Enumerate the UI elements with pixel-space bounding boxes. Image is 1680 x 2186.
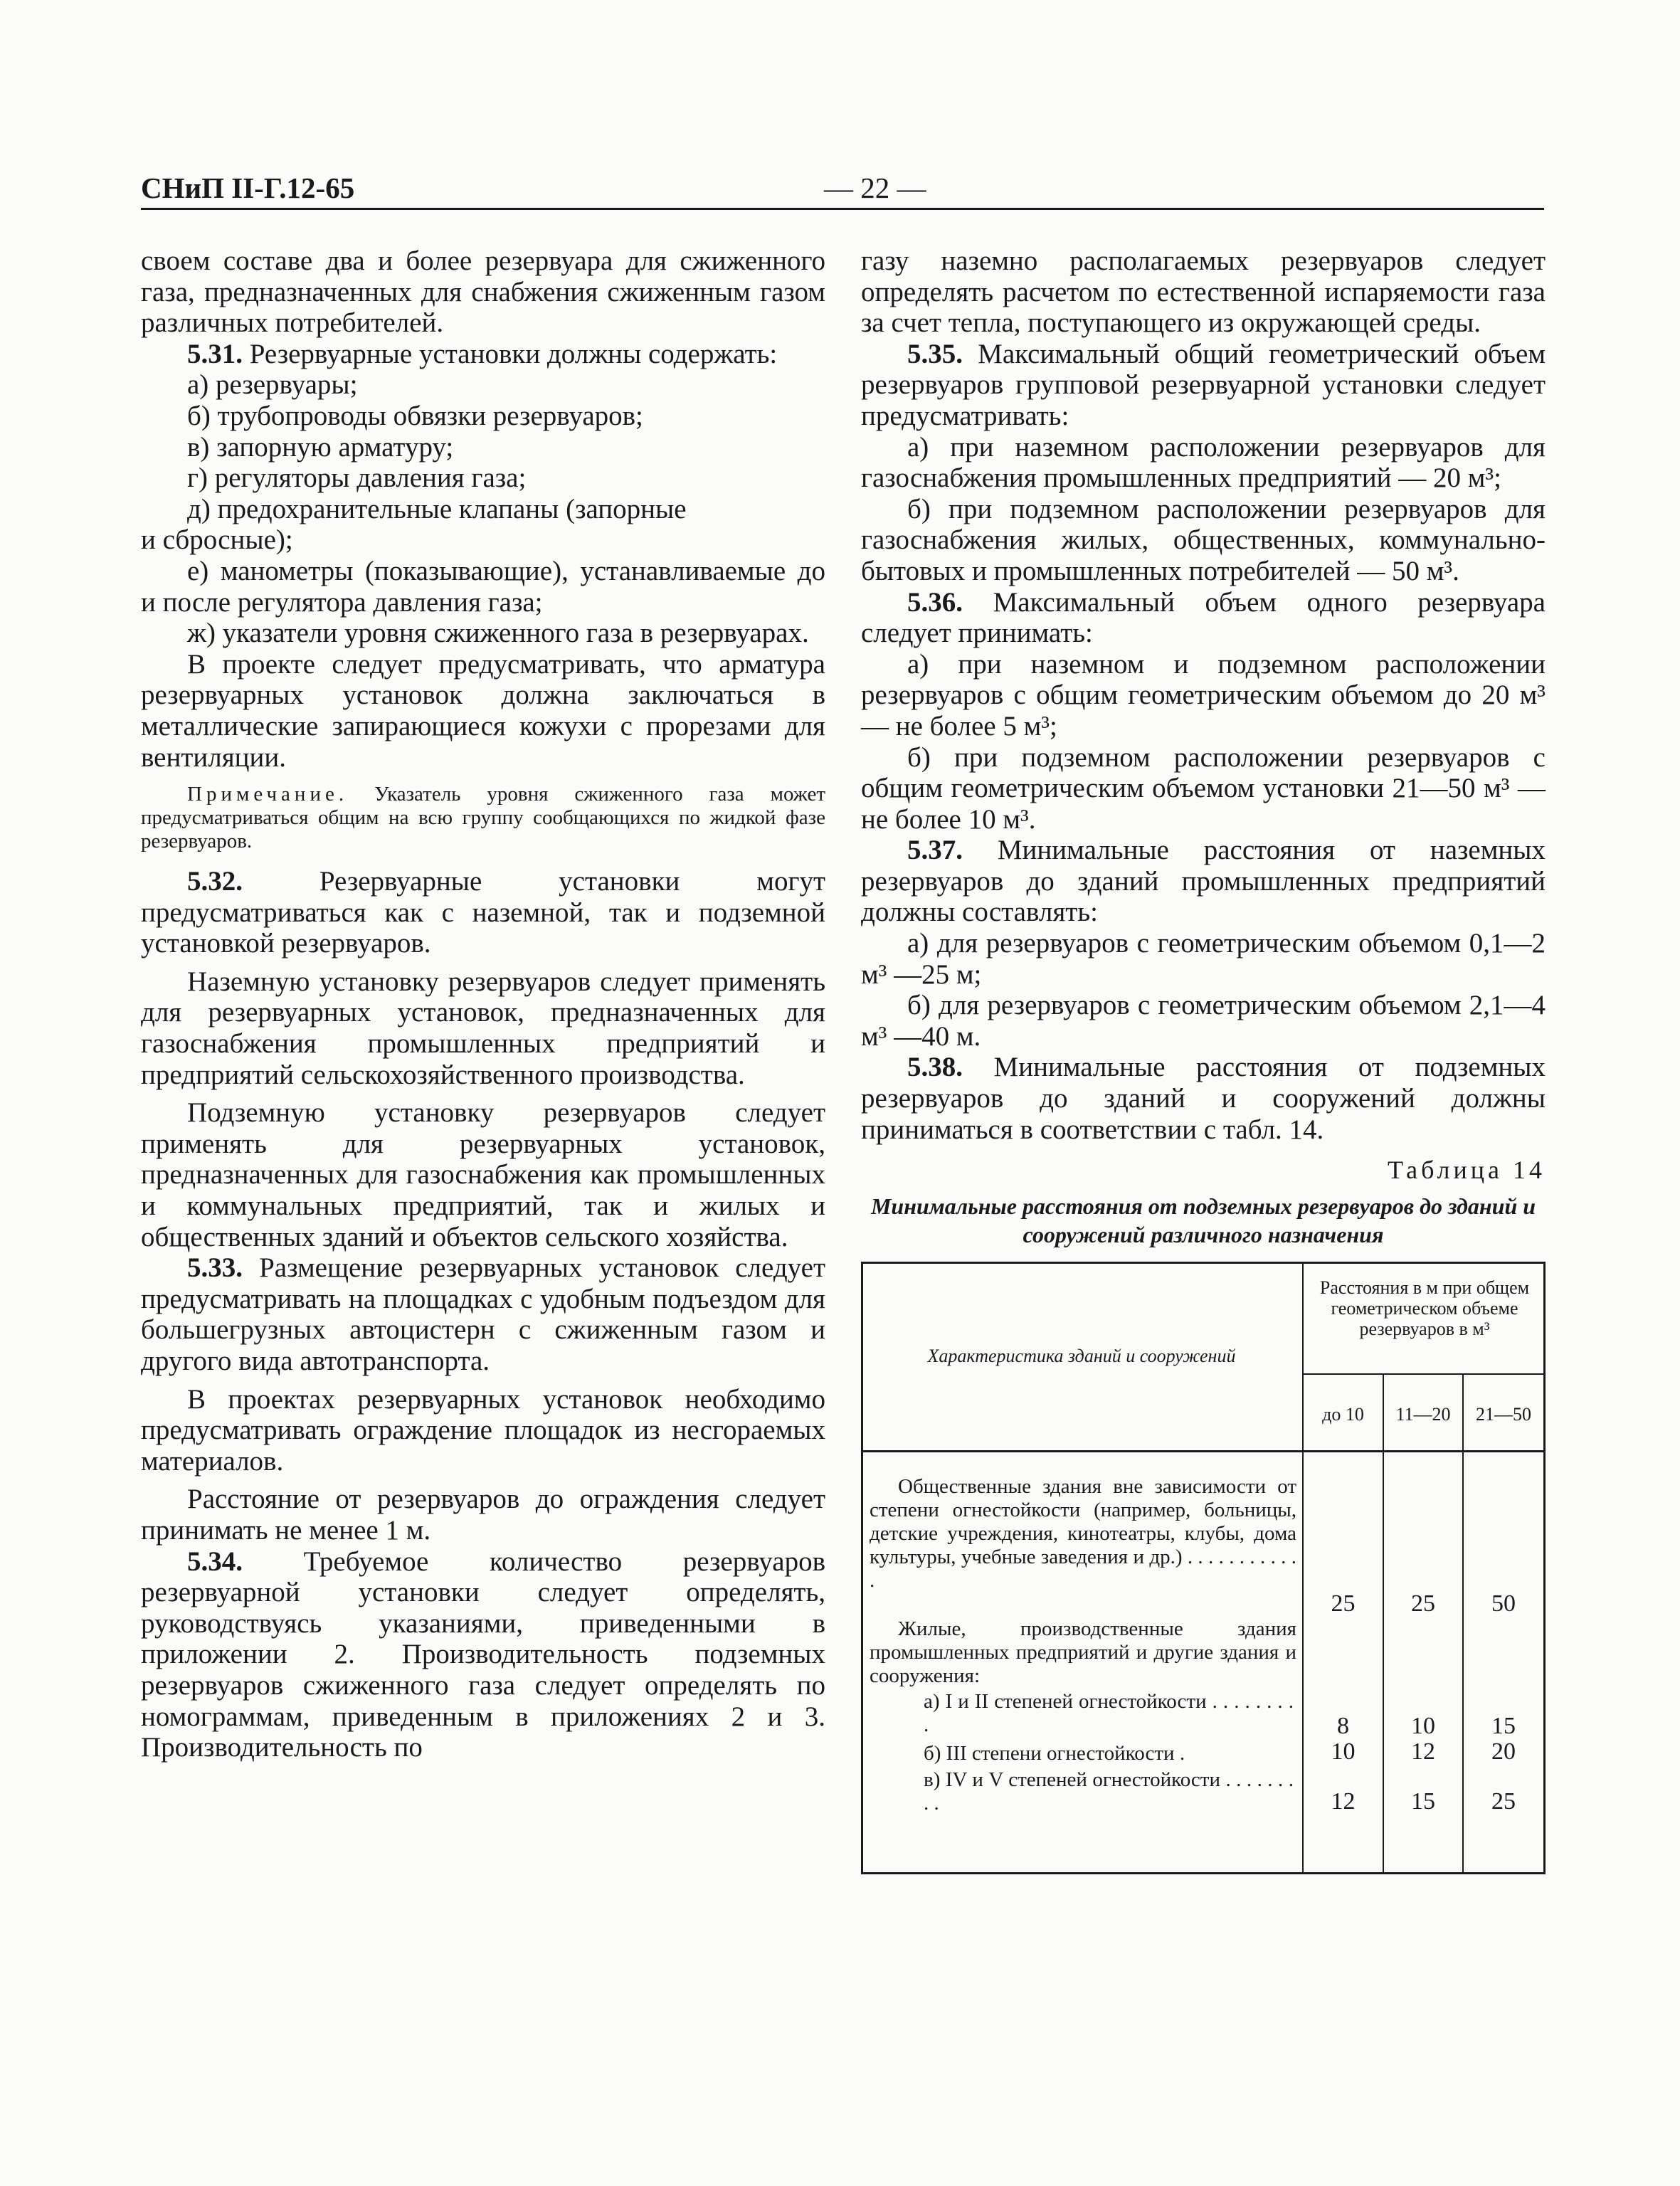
table-cell: 20 [1491, 1738, 1516, 1765]
list-item-a: а) при наземном расположении резервуаров для газоснабжения промышленных предприятий — 20 м³; [861, 431, 1546, 494]
section-text: Минимальные расстояния от наземных резервуаров до зданий промышленных предприятий должны составлять: [861, 835, 1546, 928]
table-left-border [861, 1262, 863, 1874]
section-5-31 [141, 339, 825, 370]
left-column [141, 245, 825, 1763]
page-number: — 22 — [824, 171, 926, 204]
paragraph-armatura: В проекте следует предусматривать, что арматура резервуарных установок должна заключаться в металлические запирающиеся кожухи с прорезами для вентиляции. [141, 648, 825, 773]
list-item-a: а) для резервуаров с геометрическим объемом 0,1—2 м³ —25 м; [861, 928, 1546, 990]
paragraph-nazemnaya: Наземную установку резервуаров следует применять для резервуарных установок, предназначенных для газоснабжения промышленных предприятий и предприятий сельскохозяйственного производства. [141, 966, 825, 1090]
list-item-e-line2: и сбросные); [141, 524, 293, 556]
table-cell: 25 [1411, 1590, 1435, 1617]
table-title: Минимальные расстояния от подземных резервуаров до зданий и сооружений различного назначения [870, 1193, 1536, 1248]
table-cell: 8 [1337, 1713, 1349, 1740]
section-text: Резервуарные установки могут предусматриваться как с наземной, так и подземной установкой резервуаров. [141, 866, 825, 959]
paragraph-rasstoyanie: Расстояние от резервуаров до ограждения следует принимать не менее 1 м. [141, 1484, 825, 1546]
section-5-38 [861, 1052, 1546, 1145]
table-cell: 25 [1331, 1590, 1356, 1617]
paragraph-continuation: газу наземно располагаемых резервуаров следует определять расчетом по естественной испаряемости газа за счет тепла, поступающего из окружающей среды. [861, 245, 1546, 339]
section-text: Размещение резервуарных установок следует предусматривать на площадках с удобным подъездом для большегрузных автоцистерн с сжиженным газом и другого вида автотранспорта. [141, 1252, 825, 1376]
list-item-b: б) при подземном расположении резервуаров для газоснабжения жилых, общественных, коммунально-бытовых и промышленных потребителей — 50 м³. [861, 493, 1546, 586]
list-item-e-line1: д) предохранительные клапаны (запорные [187, 493, 687, 524]
list-item-f: е) манометры (показывающие), устанавливаемые до и после регулятора давления газа; [141, 555, 825, 618]
table-cell: 25 [1491, 1788, 1516, 1815]
table-cell: 12 [1411, 1738, 1435, 1765]
list-item-b: б) трубопроводы обвязки резервуаров; [187, 400, 643, 431]
section-text: Максимальный объем одного резервуара следует принимать: [861, 586, 1546, 649]
note-text: Указатель уровня сжиженного газа может предусматриваться общим на всю группу сообщающихся по жидкой фазе резервуаров. [141, 783, 825, 853]
section-5-35 [861, 339, 1546, 432]
section-5-34 [141, 1546, 825, 1763]
paragraph-ograzhdenie: В проектах резервуарных установок необходимо предусматривать ограждение площадок из несгораемых материалов. [141, 1383, 825, 1477]
table-row-public-buildings: Общественные здания вне зависимости от степени огнестойкости (например, больницы, детские учреждения, кинотеатры, клубы, дома культуры, учебные заведения и др.) . . . . . . . . . . . . [870, 1475, 1296, 1593]
table-header-rule [861, 1450, 1546, 1452]
table-caption: Таблица 14 [1388, 1156, 1546, 1185]
section-number: 5.33. [187, 1252, 243, 1284]
paragraph-continuation: своем составе два и более резервуара для сжиженного газа, предназначенных для снабжения сжиженным газом различных потребителей. [141, 245, 825, 339]
section-text: Максимальный общий геометрический объем резервуаров групповой резервуарной установки следует предусматривать: [861, 338, 1546, 431]
list-item-a: а) резервуары; [187, 369, 358, 401]
table-cell: 10 [1331, 1738, 1356, 1765]
section-5-33 [141, 1252, 825, 1376]
section-number: 5.35. [907, 338, 963, 369]
section-text: Минимальные расстояния от подземных резервуаров до зданий и сооружений должны приниматься в соответствии с табл. 14. [861, 1052, 1546, 1145]
section-number: 5.36. [907, 586, 963, 618]
list-item-b: б) при подземном расположении резервуаров с общим геометрическим объемом установки 21—50 м³ — не более 10 м³. [861, 741, 1546, 835]
table-row-residential-industrial: Жилые, производственные здания промышленных предприятий и другие здания и сооружения: [870, 1617, 1296, 1688]
paragraph-podzemnaya: Подземную установку резервуаров следует применять для резервуарных установок, предназначенных для газоснабжения как промышленных и коммунальных предприятий, так и жилых и общественных зданий и объектов сельского хозяйства. [141, 1097, 825, 1252]
list-item-b: б) для резервуаров с геометрическим объемом 2,1—4 м³ —40 м. [861, 990, 1546, 1052]
table-cell: 15 [1411, 1788, 1435, 1815]
section-number: 5.31. [187, 338, 243, 369]
header-col-21-50: 21—50 [1476, 1404, 1531, 1425]
section-5-32 [141, 866, 825, 959]
section-5-36 [861, 587, 1546, 649]
note-label: Примечание. [187, 783, 349, 806]
table-cell: 15 [1491, 1713, 1516, 1740]
table-cell: 10 [1411, 1713, 1435, 1740]
header-rule [141, 208, 1544, 210]
page-header [141, 171, 1544, 213]
section-5-37 [861, 835, 1546, 928]
table-row-fire-class-1-2: а) I и II степеней огнестойкости . . . . . . . . . [924, 1690, 1294, 1737]
table-row-fire-class-3: б) III степени огнестойкости . [924, 1742, 1185, 1765]
section-text: Резервуарные установки должны содержать: [243, 338, 778, 369]
table-right-border [1543, 1262, 1546, 1874]
list-item-g: ж) указатели уровня сжиженного газа в резервуарах. [187, 618, 809, 649]
section-number: 5.38. [907, 1052, 963, 1083]
table-row-fire-class-4-5: в) IV и V степеней огнестойкости . . . . . . . . . [924, 1768, 1294, 1815]
table-cell: 50 [1491, 1590, 1516, 1617]
note [141, 783, 825, 853]
section-number: 5.32. [187, 866, 243, 897]
table-group-rule [1302, 1373, 1546, 1375]
table-cell: 12 [1331, 1788, 1356, 1815]
table-col-divider-1 [1302, 1262, 1304, 1874]
table-bottom-rule [861, 1872, 1546, 1874]
table-top-rule [861, 1262, 1546, 1264]
document-code: СНиП II-Г.12-65 [141, 171, 355, 204]
list-item-d: г) регуляторы давления газа; [187, 463, 527, 494]
header-distance-group: Расстояния в м при общем геометрическом объеме резервуаров в м³ [1319, 1277, 1530, 1340]
list-item-c: в) запорную арматуру; [187, 431, 454, 463]
distance-table [861, 1262, 1546, 1875]
header-col-11-20: 11—20 [1395, 1404, 1451, 1425]
header-col-up-to-10: до 10 [1322, 1404, 1364, 1425]
section-number: 5.37. [907, 835, 963, 866]
section-number: 5.34. [187, 1546, 243, 1577]
list-item-a: а) при наземном и подземном расположении резервуаров с общим геометрическим объемом до 20 м³ — не более 5 м³; [861, 648, 1546, 741]
header-characteristic: Характеристика зданий и сооружений [927, 1346, 1236, 1367]
right-column [861, 245, 1546, 1875]
section-text: Требуемое количество резервуаров резервуарной установки следует определять, руководствуясь указаниями, приведенными в приложении 2. Производительность подземных резервуаров сжиженного газа следует определять по номограммам, приведенным в приложениях 2 и 3. Производительность по [141, 1546, 825, 1763]
